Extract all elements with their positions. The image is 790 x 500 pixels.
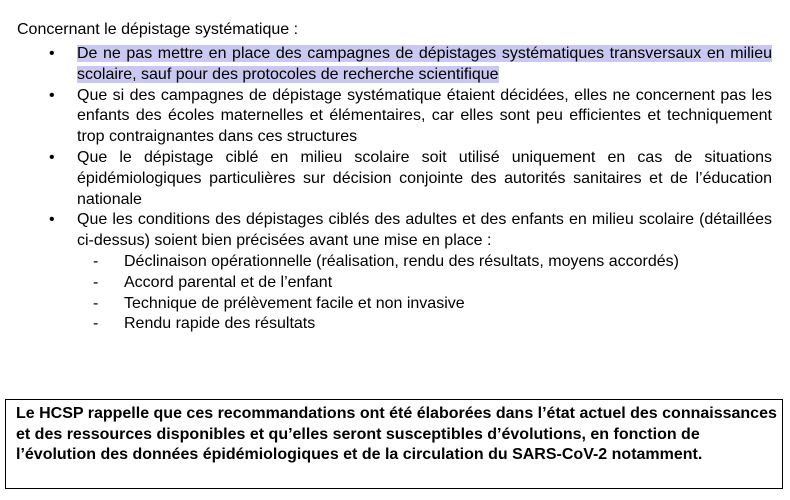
list-item-text: Que le dépistage ciblé en milieu scolaire soit utilisé uniquement en cas de situations épidémiologiques particulières sur décision conjointe des autorités sanitaires et de l’éducation nationale <box>77 148 772 208</box>
sub-list-item-text: Accord parental et de l’enfant <box>124 273 333 291</box>
recommendation-list <box>0 44 790 335</box>
bullet-icon: • <box>49 86 55 104</box>
sub-list <box>77 252 772 335</box>
sub-list-item <box>77 273 772 294</box>
section-heading: Concernant le dépistage systématique : <box>17 21 299 38</box>
list-item <box>0 86 772 148</box>
list-item-text: Que si des campagnes de dépistage systématique étaient décidées, elles ne concernent pas les enfants des écoles maternelles et élémentaires, car elles sont peu efficientes et techniquement trop contraignantes dans ces structures <box>77 86 772 146</box>
notice-box <box>5 399 783 489</box>
sub-list-item <box>77 294 772 315</box>
list-item <box>0 210 772 335</box>
dash-icon: - <box>93 315 99 333</box>
bullet-icon: • <box>49 45 55 62</box>
list-item <box>0 148 772 210</box>
list-item-text: Que les conditions des dépistages ciblés des adultes et des enfants en milieu scolaire (détaillées ci-dessus) soient bien précisées avant une mise en place : <box>77 211 772 250</box>
sub-list-item <box>77 314 772 335</box>
list-item <box>0 44 772 86</box>
notice-text: Le HCSP rappelle que ces recommandations ont été élaborées dans l’état actuel des connaissances et des ressources disponibles et qu’elles seront susceptibles d’évolutions, en fonction de l’évolution des données épidémiologiques et de la circulation du SARS-CoV-2 notamment. <box>16 405 777 464</box>
bullet-icon: • <box>49 148 55 166</box>
sub-list-item-text: Déclinaison opérationnelle (réalisation, rendu des résultats, moyens accordés) <box>124 252 679 270</box>
sub-list-item-text: Technique de prélèvement facile et non invasive <box>124 294 465 312</box>
dash-icon: - <box>93 294 99 312</box>
dash-icon: - <box>93 273 99 291</box>
bullet-icon: • <box>49 211 55 229</box>
dash-icon: - <box>93 252 99 270</box>
highlighted-text: De ne pas mettre en place des campagnes de dépistages systématiques transversaux en milieu scolaire, sauf pour des protocoles de recherche scientifique <box>77 45 772 83</box>
sub-list-item-text: Rendu rapide des résultats <box>124 315 316 333</box>
sub-list-item <box>77 252 772 273</box>
